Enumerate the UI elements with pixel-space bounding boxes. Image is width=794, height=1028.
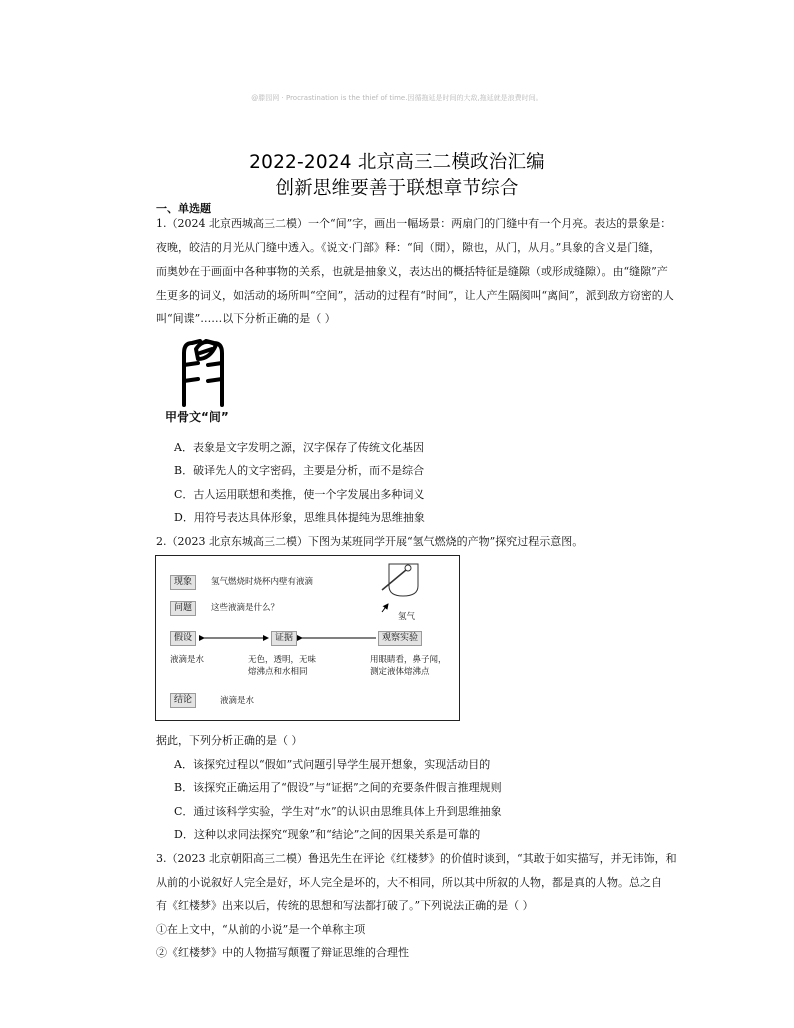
question-text: 这些液滴是什么？ [211, 603, 280, 613]
page-title-line2: 创新思维要善于联想章节综合 [275, 178, 519, 199]
observe-experiment-label: 观察实验 [378, 631, 422, 646]
hypothesis-label: 假设 [170, 631, 196, 646]
q2-followup: 据此，下列分析正确的是（ ） [156, 734, 303, 747]
conclusion-text: 液滴是水 [220, 696, 255, 706]
q2-option-d: D．这种以求同法探究“现象”和“结论”之间的因果关系是可靠的 [174, 828, 481, 841]
observe-text-1: 用眼睛看，鼻子闻， [370, 655, 447, 665]
oracle-bone-character-image [176, 335, 230, 407]
q3-line-2: 从前的小说叙好人完全是好，坏人完全是坏的，大不相同，所以其中所叙的人物，都是真的人物。总之自 [156, 876, 662, 889]
q2-option-c: C．通过该科学实验，学生对“水”的认识由思维具体上升到思维抽象 [174, 805, 502, 818]
evidence-text-1: 无色，透明，无味 [248, 655, 317, 665]
watermark-text: @滕园网 · Procrastination is the thief of time.因循拖延是时间的大敌,拖延就是浪费时间。 [251, 94, 543, 102]
hypothesis-text: 液滴是水 [170, 655, 205, 665]
q1-option-c: C．古人运用联想和类推，使一个字发展出多种词义 [174, 488, 425, 501]
q1-line-5: 叫“间谍”……以下分析正确的是（ ） [156, 312, 336, 325]
page-title-line1: 2022-2024 北京高三二模政治汇编 [249, 152, 545, 173]
observe-text-2: 测定液体熔沸点 [370, 667, 430, 677]
evidence-text-2: 熔沸点和水相同 [248, 667, 308, 677]
q1-line-3: 而奥妙在于画面中各种事物的关系，也就是抽象义，表达出的概括特征是缝隙（或形成缝隙）。由“缝隙”产 [156, 265, 668, 278]
q1-option-d: D．用符号表达具体形象，思维具体提纯为思维抽象 [174, 511, 425, 524]
q1-option-b: B．破译先人的文字密码，主要是分析，而不是综合 [174, 464, 425, 477]
q2-option-a: A．该探究过程以“假如”式问题引导学生展开想象，实现活动目的 [174, 758, 491, 771]
inquiry-process-diagram [155, 555, 460, 721]
section-heading: 一、单选题 [156, 202, 211, 215]
hydrogen-label: 氢气 [398, 612, 416, 622]
q3-statement-2: ②《红楼梦》中的人物描写颠覆了辩证思维的合理性 [156, 946, 409, 959]
q3-statement-1: ①在上文中，“从前的小说”是一个单称主项 [156, 923, 366, 936]
evidence-label: 证据 [271, 631, 297, 646]
question-label: 问题 [170, 601, 196, 616]
phenomenon-label: 现象 [170, 575, 196, 590]
q3-line-3: 有《红楼梦》出来以后，传统的思想和写法都打破了。”下列说法正确的是（ ） [156, 899, 534, 912]
q2-stem: 2.（2023 北京东城高三二模）下图为某班同学开展“氢气燃烧的产物”探究过程示意图。 [156, 535, 584, 548]
q2-option-b: B．该探究正确运用了“假设”与“证据”之间的充要条件假言推理规则 [174, 781, 502, 794]
oracle-figure-caption: 甲骨文“间” [165, 410, 229, 424]
conclusion-label: 结论 [170, 693, 196, 708]
q1-line-4: 生更多的词义，如活动的场所叫“空间”，活动的过程有“时间”，让人产生隔阂叫“离间”，派到敌方窃密的人 [156, 289, 674, 302]
q1-line-1: 1.（2024 北京西城高三二模）一个“间”字，画出一幅场景：两扇门的门缝中有一个月亮。表达的景象是： [156, 217, 672, 230]
q3-line-1: 3.（2023 北京朝阳高三二模）鲁迅先生在评论《红楼梦》的价值时谈到，“其敢于如实描写，并无讳饰，和 [156, 852, 677, 865]
q1-option-a: A．表象是文字发明之源，汉字保存了传统文化基因 [174, 441, 424, 454]
q1-line-2: 夜晚，皎洁的月光从门缝中透入。《说文·门部》释：“间（閒），隙也，从门，从月。”具象的含义是门缝， [156, 241, 661, 254]
phenomenon-text: 氢气燃烧时烧杯内壁有液滴 [211, 577, 314, 587]
